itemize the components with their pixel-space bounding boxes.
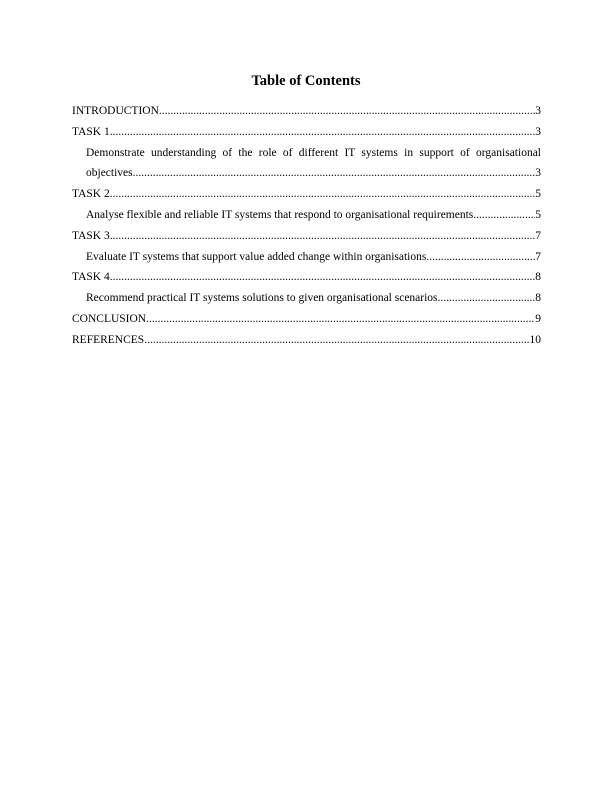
toc-entry-text: TASK 2 bbox=[72, 188, 110, 201]
toc-page-number: 9 bbox=[535, 312, 541, 325]
toc-entry-task-1-sub-line1[interactable]: Demonstrate understanding of the role of different IT systems in support of organisational bbox=[86, 146, 541, 159]
dot-leader bbox=[426, 247, 535, 268]
dot-leader bbox=[110, 226, 536, 247]
toc-page-number: 7 bbox=[535, 250, 541, 263]
toc-entry-text: Analyse flexible and reliable IT systems that respond to organisational requirements bbox=[86, 208, 474, 221]
toc-entry-text: INTRODUCTION bbox=[72, 105, 159, 117]
toc-page-number: 5 bbox=[535, 188, 541, 201]
toc-entry-task-1-sub[interactable] bbox=[72, 163, 541, 184]
toc-entry-task-2-sub[interactable] bbox=[72, 205, 541, 226]
toc-entry-introduction[interactable] bbox=[72, 101, 541, 122]
toc-entry-text: objectives bbox=[86, 167, 133, 180]
toc-entry-conclusion[interactable] bbox=[72, 309, 541, 330]
toc-entry-task-4[interactable] bbox=[72, 267, 541, 288]
dot-leader bbox=[159, 101, 535, 122]
dot-leader bbox=[144, 330, 529, 351]
toc-page-number: 8 bbox=[535, 271, 541, 284]
toc-entry-text: TASK 3 bbox=[72, 229, 110, 242]
dot-leader bbox=[133, 163, 536, 184]
toc-entry-text: TASK 4 bbox=[72, 271, 110, 284]
toc-entry-task-1[interactable] bbox=[72, 122, 541, 143]
dot-leader bbox=[110, 267, 536, 288]
dot-leader bbox=[438, 288, 536, 309]
toc-list bbox=[72, 101, 541, 351]
toc-page-number: 3 bbox=[535, 105, 541, 117]
dot-leader bbox=[110, 184, 536, 205]
dot-leader bbox=[110, 122, 536, 143]
toc-title: Table of Contents bbox=[251, 73, 361, 89]
toc-page-number: 5 bbox=[535, 208, 541, 221]
dot-leader bbox=[473, 205, 535, 226]
toc-entry-text: REFERENCES bbox=[72, 333, 145, 346]
toc-page-number: 10 bbox=[529, 333, 541, 346]
toc-entry-task-4-sub[interactable] bbox=[72, 288, 541, 309]
toc-page-number: 3 bbox=[535, 125, 541, 138]
toc-entry-task-3[interactable] bbox=[72, 226, 541, 247]
toc-page-number: 3 bbox=[535, 167, 541, 180]
toc-entry-text: TASK 1 bbox=[72, 125, 110, 138]
toc-entry-text: Recommend practical IT systems solutions to given organisational scenarios bbox=[86, 292, 438, 305]
toc-entry-text: CONCLUSION bbox=[72, 312, 147, 325]
toc-entry-references[interactable] bbox=[72, 330, 541, 351]
toc-page-number: 7 bbox=[535, 229, 541, 242]
toc-entry-text: Evaluate IT systems that support value added change within organisations bbox=[86, 250, 427, 263]
toc-page-number: 8 bbox=[535, 292, 541, 305]
dot-leader bbox=[146, 309, 535, 330]
toc-entry-task-2[interactable] bbox=[72, 184, 541, 205]
toc-entry-task-3-sub[interactable] bbox=[72, 247, 541, 268]
